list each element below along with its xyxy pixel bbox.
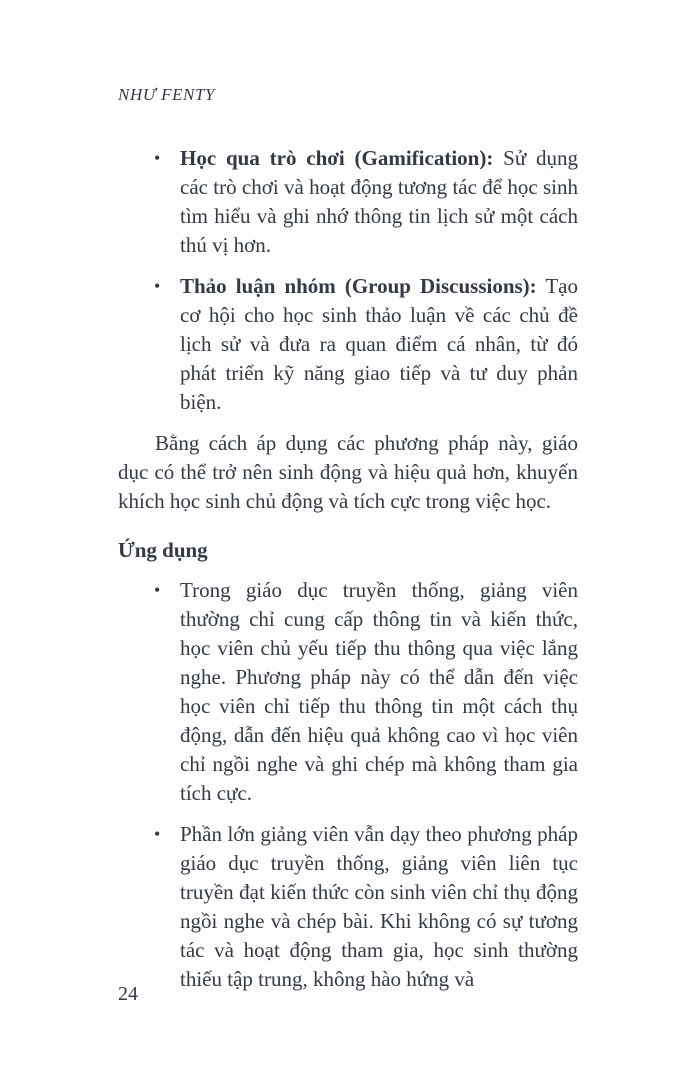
list-item-lecturers <box>154 820 578 994</box>
bullet-body-text: Phần lớn giảng viên vẫn dạy theo phương pháp giáo dục truyền thống, giảng viên liên tục truyền đạt kiến thức còn sinh viên chỉ thụ động ngồi nghe và chép bài. Khi không có sự tương tác và hoạt động tham gia, học sinh thường thiếu tập trung, không hào hứng và <box>180 822 578 991</box>
summary-paragraph: Bằng cách áp dụng các phương pháp này, giáo dục có thể trở nên sinh động và hiệu quả hơn, khuyến khích học sinh chủ động và tích cực trong việc học. <box>118 431 578 513</box>
bullet-body-text: Sử dụng các trò chơi và hoạt động tương tác để học sinh tìm hiểu và ghi nhớ thông tin lịch sử một cách thú vị hơn. <box>180 146 579 257</box>
list-item-traditional-education <box>154 576 578 808</box>
section-heading: Ứng dụng <box>118 538 208 562</box>
list-item-group-discussions <box>154 272 578 417</box>
bullet-marker-icon: • <box>154 580 161 600</box>
bullet-lead-text: Học qua trò chơi (Gamification): <box>180 146 494 170</box>
section-bullet-list <box>118 576 578 994</box>
bullet-marker-icon: • <box>154 148 161 168</box>
bullet-body-text: Trong giáo dục truyền thống, giảng viên thường chỉ cung cấp thông tin và kiến thức, học viên chủ yếu tiếp thu thông qua việc lắng nghe. Phương pháp này có thể dẫn đến việc học viên chỉ tiếp thu thông tin một cách thụ động, dẫn đến hiệu quả không cao vì học viên chỉ ngồi nghe và ghi chép mà không tham gia tích cực. <box>180 578 578 805</box>
page-number: 24 <box>118 983 138 1005</box>
bullet-marker-icon: • <box>154 824 161 844</box>
bullet-marker-icon: • <box>154 276 161 296</box>
bullet-lead-text: Thảo luận nhóm (Group Discussions): <box>180 274 537 298</box>
top-bullet-list <box>118 144 578 417</box>
running-header: NHƯ FENTY <box>118 85 216 104</box>
list-item-gamification <box>154 144 579 260</box>
bullet-body-text: Tạo cơ hội cho học sinh thảo luận về các chủ đề lịch sử và đưa ra quan điểm cá nhân, từ đó phát triển kỹ năng giao tiếp và tư duy phản biện. <box>180 274 578 414</box>
